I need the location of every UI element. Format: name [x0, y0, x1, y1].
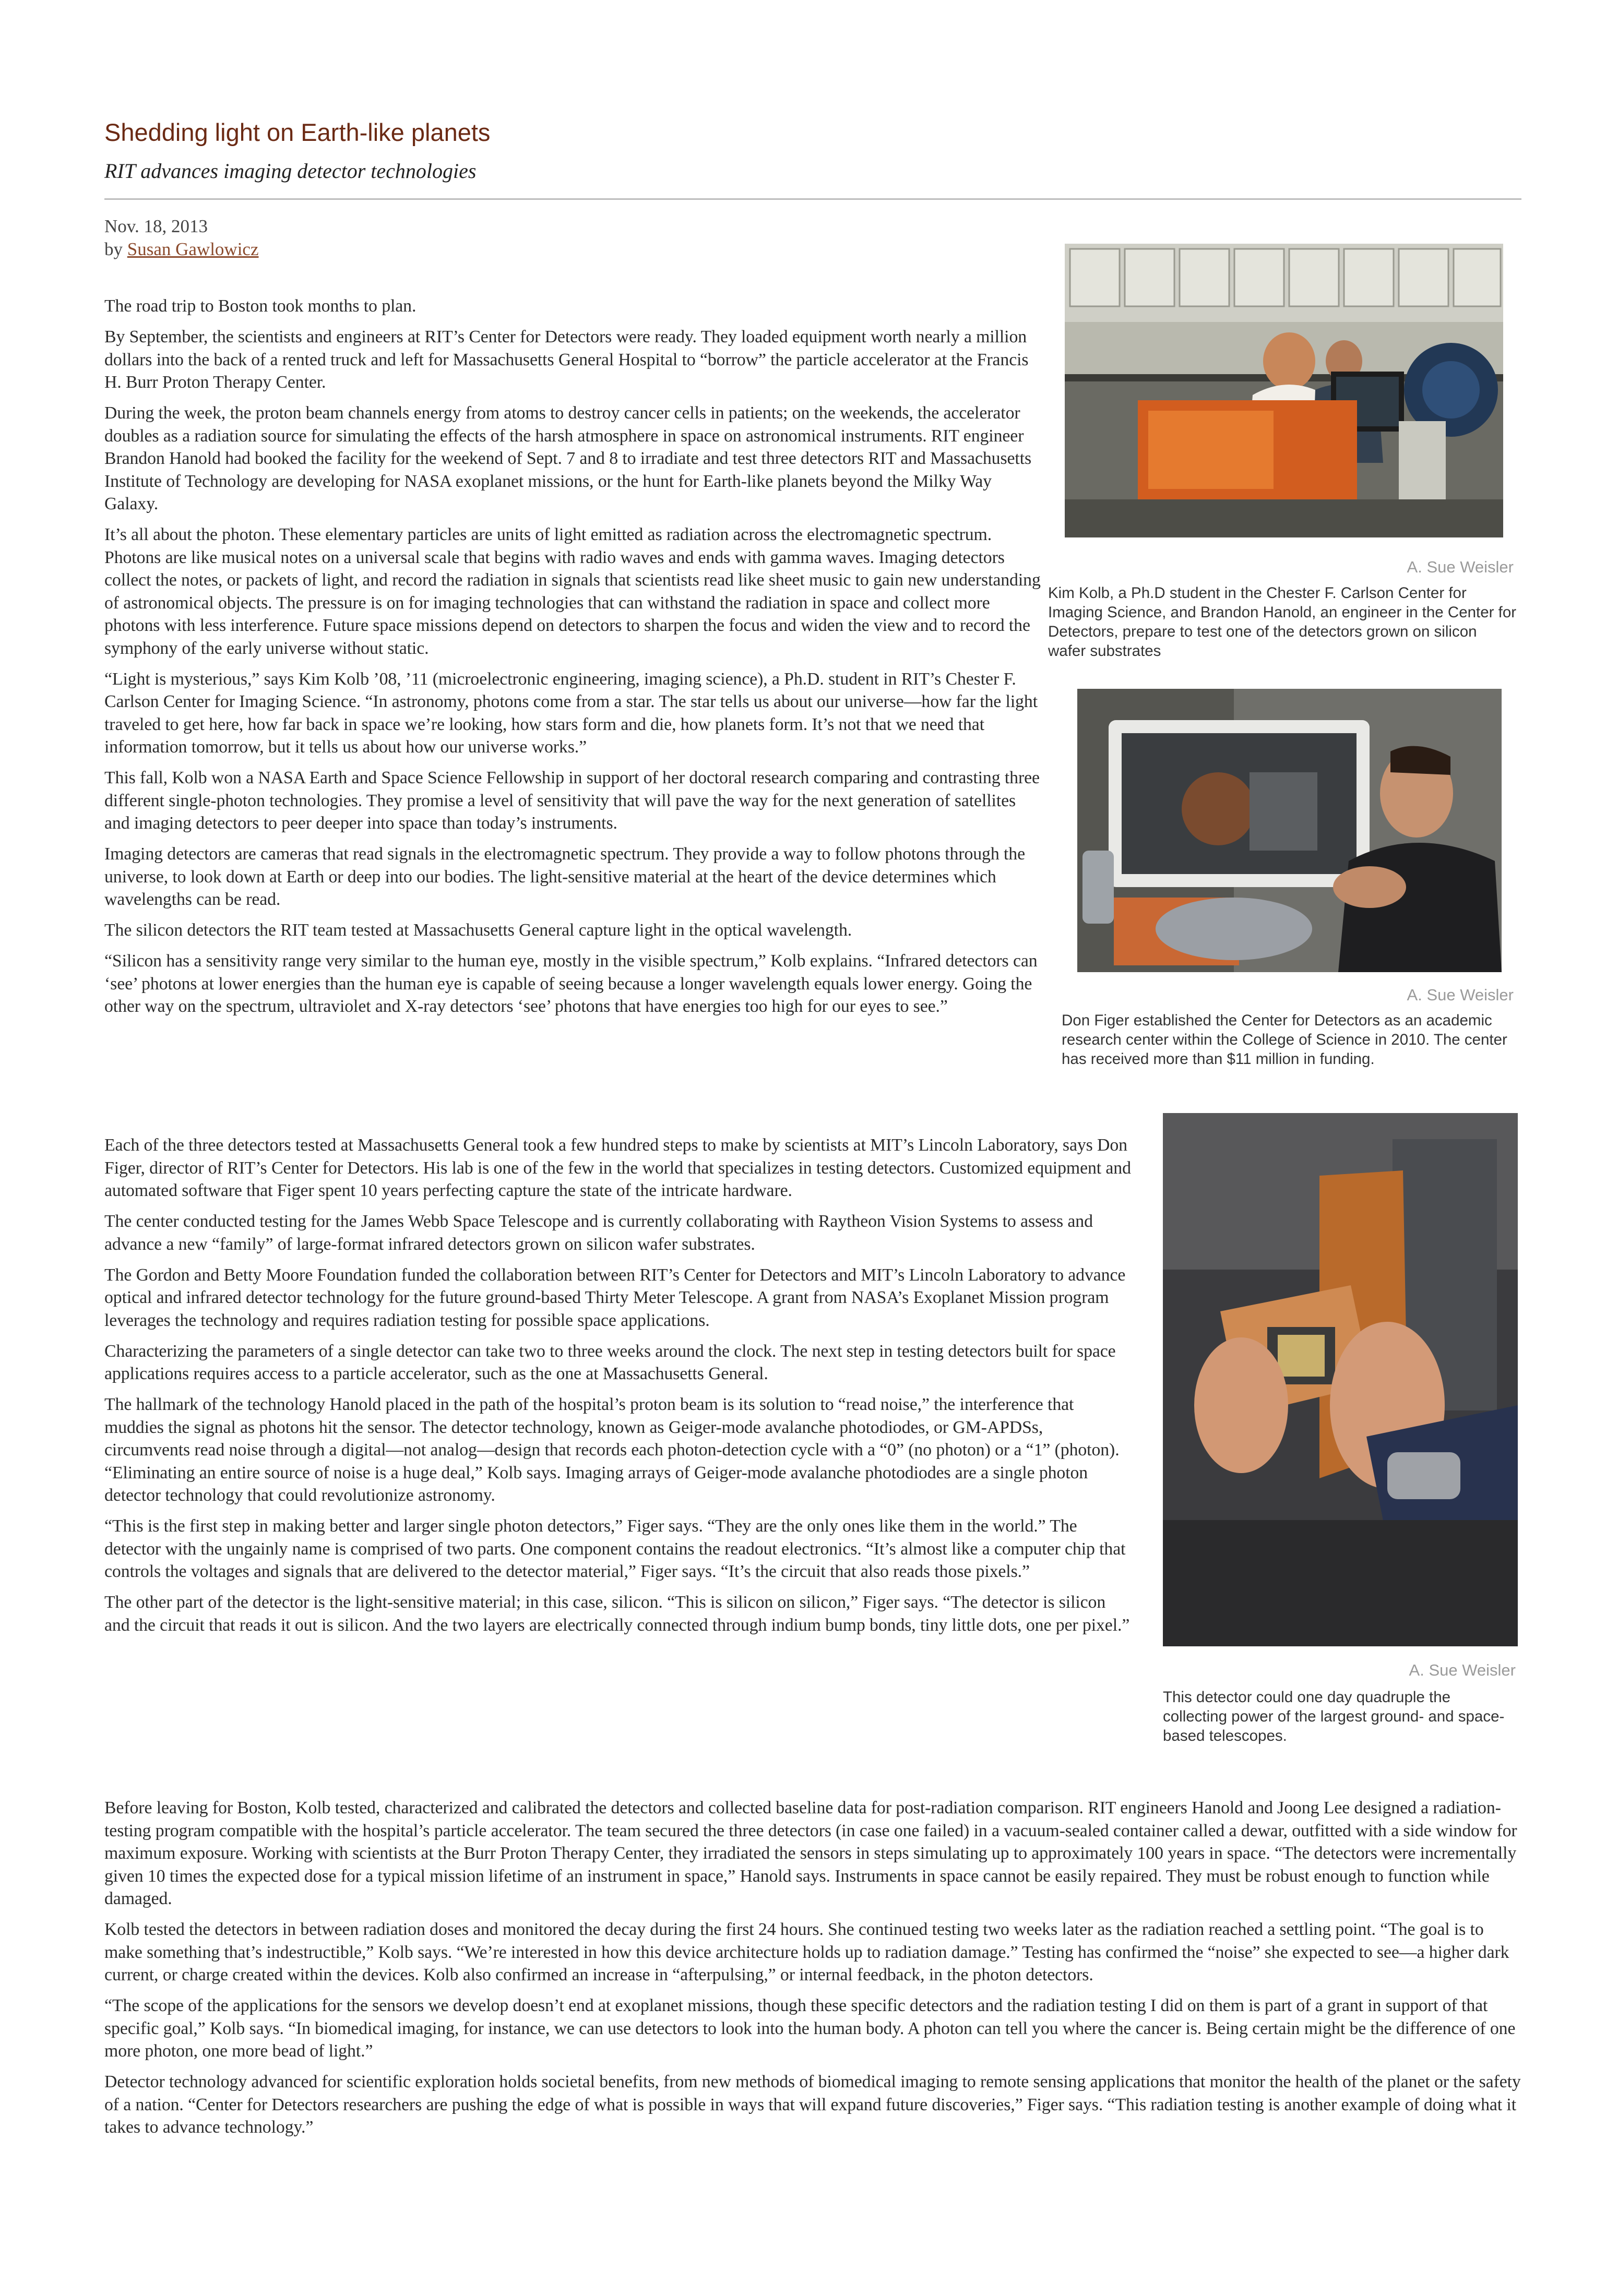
paragraph: “Silicon has a sensitivity range very similar to the human eye, mostly in the visible spectrum,” Kolb explains. “Infrared detectors can ‘see’ photons at lower energies than the human eye is capable of seeing because a longer wavelength equals lower energy. Going the other way on the spectrum, ultraviolet and X-ray detectors ‘see’ photons that have energies too high for our eyes to see.” [104, 951, 1038, 1016]
paragraph: It’s all about the photon. These elementary particles are units of light emitted as radiation across the electromagnetic spectrum. Photons are like musical notes on a universal scale that begins with radio waves and ends with gamma waves. Imaging detectors collect the notes, or packets of light, and record the radiation in signals that scientists read like sheet music to gain new understanding of astronomical objects. The pressure is on for imaging technologies that can withstand the radiation in space and collect more photons with less interference. Future space missions depend on detectors to sharpen the focus and widen the view and to record the symphony of the early universe without static. [104, 525, 1041, 658]
photo-caption: Kim Kolb, a Ph.D student in the Chester F. Carlson Center for Imaging Science, and Brandon Hanold, an engineer in the Center for Detectors, prepare to test one of the detectors grown on silicon wafer substrates [1048, 584, 1517, 660]
byline [104, 238, 259, 261]
detector-photo [1163, 1113, 1518, 1646]
paragraph: The silicon detectors the RIT team tested at Massachusetts General capture light in the optical wavelength. [104, 920, 852, 940]
paragraph: The center conducted testing for the James Webb Space Telescope and is currently collaborating with Raytheon Vision Systems to assess and advance a new “family” of large-format infrared detectors grown on silicon wafer substrates. [104, 1212, 1093, 1254]
portrait-photo [1077, 689, 1502, 972]
paragraph: Detector technology advanced for scientific exploration holds societal benefits, from new methods of biomedical imaging to remote sensing applications that monitor the health of the planet or the safety of a nation. “Center for Detectors researchers are pushing the edge of what is possible in ways that will expand future discoveries,” Figer says. “This radiation testing is another example of doing what it takes to advance technology.” [104, 2072, 1521, 2137]
byline-prefix: by [104, 239, 127, 259]
paragraph: Characterizing the parameters of a single detector can take two to three weeks around the clock. The next step in testing detectors built for space applications requires access to a particle accelerator, such as the one at Massachusetts General. [104, 1341, 1116, 1383]
photo-caption: Don Figer established the Center for Detectors as an academic research center within the College of Science in 2010. The center has received more than $11 million in funding. [1062, 1012, 1507, 1068]
article-body-part-1 [104, 295, 1041, 1026]
author-link[interactable]: Susan Gawlowicz [127, 239, 259, 259]
paragraph: Each of the three detectors tested at Massachusetts General took a few hundred steps to make by scientists at MIT’s Lincoln Laboratory, says Don Figer, director of RIT’s Center for Detectors. His lab is one of the few in the world that specializes in testing detectors. Customized equipment and automated software that Figer spent 10 years perfecting capture the state of the intricate hardware. [104, 1135, 1131, 1200]
paragraph: “This is the first step in making better and larger single photon detectors,” Figer says. “They are the only ones like them in the world.” The detector with the ungainly name is comprised of two parts. One component contains the readout electronics. “It’s almost like a computer chip that controls the voltages and signals that are delivered to the detector material,” Figer says. “It’s the circuit that also reads those pixels.” [104, 1516, 1126, 1581]
photo-credit: A. Sue Weisler [1409, 1661, 1516, 1679]
publish-date: Nov. 18, 2013 [104, 216, 208, 236]
article-body-part-3 [104, 1797, 1521, 2147]
photo-credit: A. Sue Weisler [1407, 986, 1514, 1004]
article-subtitle: RIT advances imaging detector technologies [104, 159, 477, 183]
paragraph: The Gordon and Betty Moore Foundation funded the collaboration between RIT’s Center for Detectors and MIT’s Lincoln Laboratory to advance optical and infrared detector technology for the future ground-based Thirty Meter Telescope. A grant from NASA’s Exoplanet Mission program leverages the technology and requires radiation testing for possible space applications. [104, 1265, 1126, 1330]
paragraph: Before leaving for Boston, Kolb tested, characterized and calibrated the detectors and collected baseline data for post-radiation comparison. RIT engineers Hanold and Joong Lee designed a radiation-testing program compatible with the hospital’s particle accelerator. The team secured the three detectors (in case one failed) in a vacuum-sealed container called a dewar, outfitted with a side window for maximum exposure. Working with scientists at the Burr Proton Therapy Center, they irradiated the sensors in steps simulating up to approximately 100 years in space. “The detectors were incrementally given 10 times the expected dose for a typical mission lifetime of an instrument in space,” Hanold says. Instruments in space cannot be easily repaired. They must be robust enough to function while damaged. [104, 1798, 1517, 1908]
header-divider [104, 198, 1521, 200]
photo-credit: A. Sue Weisler [1407, 558, 1514, 576]
article-body-part-2 [104, 1134, 1133, 1645]
paragraph: Imaging detectors are cameras that read signals in the electromagnetic spectrum. They provide a way to follow photons through the universe, to look down at Earth or deep into our bodies. The light-sensitive material at the heart of the device determines which wavelengths can be read. [104, 844, 1025, 909]
paragraph: “The scope of the applications for the sensors we develop doesn’t end at exoplanet missions, though these specific detectors and the radiation testing I did on them is part of a grant in support of that specific goal,” Kolb says. “In biomedical imaging, for instance, we can use detectors to look into the human body. A photon can tell you where the cancer is. Being certain might be the difference of one more photon, one more bead of light.” [104, 1996, 1516, 2061]
paragraph: Kolb tested the detectors in between radiation doses and monitored the decay during the first 24 hours. She continued testing two weeks later as the radiation reached a settling point. “The goal is to make something that’s indestructible,” Kolb says. “We’re interested in how this device architecture holds up to radiation damage.” Testing has confirmed the “noise” she expected to see—a higher dark current, or charge created within the devices. Kolb also confirmed an increase in “afterpulsing,” or internal feedback, in the photon detectors. [104, 1920, 1509, 1984]
paragraph: “Light is mysterious,” says Kim Kolb ’08, ’11 (microelectronic engineering, imaging science), a Ph.D. student in RIT’s Chester F. Carlson Center for Imaging Science. “In astronomy, photons come from a star. The star tells us about our universe—how far the light traveled to get here, how far back in space we’re looking, how stars form and die, how planets form. It’s not that we need that information tomorrow, but it tells us about how our universe works.” [104, 669, 1038, 757]
paragraph: This fall, Kolb won a NASA Earth and Space Science Fellowship in support of her doctoral research comparing and contrasting three different single-photon technologies. They promise a level of sensitivity that will pave the way for the next generation of satellites and imaging detectors to peer deeper into space than today’s instruments. [104, 768, 1040, 833]
article-meta [104, 215, 259, 261]
article-title: Shedding light on Earth-like planets [104, 118, 491, 146]
paragraph: The road trip to Boston took months to plan. [104, 296, 417, 316]
photo-caption: This detector could one day quadruple the collecting power of the largest ground- and space-based telescopes. [1163, 1689, 1505, 1744]
paragraph: The hallmark of the technology Hanold placed in the path of the hospital’s proton beam is its solution to “read noise,” the interference that muddies the signal as photons hit the sensor. The detector technology, known as Geiger-mode avalanche photodiodes, or GM-APDSs, circumvents read noise through a digital—not analog—design that records each photon-detection cycle with a “0” (no photon) or a “1” (photon). “Eliminating an entire source of noise is a huge deal,” Kolb says. Imaging arrays of Geiger-mode avalanche photodiodes are a single photon detector technology that could revolutionize astronomy. [104, 1395, 1120, 1505]
lab-photo [1065, 244, 1503, 537]
paragraph: During the week, the proton beam channels energy from atoms to destroy cancer cells in patients; on the weekends, the accelerator doubles as a radiation source for simulating the effects of the harsh atmosphere in space on astronomical instruments. RIT engineer Brandon Hanold had booked the facility for the weekend of Sept. 7 and 8 to irradiate and test three detectors RIT and Massachusetts Institute of Technology are developing for NASA exoplanet missions, or the hunt for Earth-like planets beyond the Milky Way Galaxy. [104, 403, 1032, 513]
paragraph: By September, the scientists and engineers at RIT’s Center for Detectors were ready. They loaded equipment worth nearly a million dollars into the back of a rented truck and left for Massachusetts General Hospital to “borrow” the particle accelerator at the Francis H. Burr Proton Therapy Center. [104, 327, 1029, 392]
paragraph: The other part of the detector is the light-sensitive material; in this case, silicon. “This is silicon on silicon,” Figer says. “The detector is silicon and the circuit that reads it out is silicon. And the two layers are electrically connected through indium bump bonds, tiny little dots, one per pixel.” [104, 1593, 1130, 1635]
